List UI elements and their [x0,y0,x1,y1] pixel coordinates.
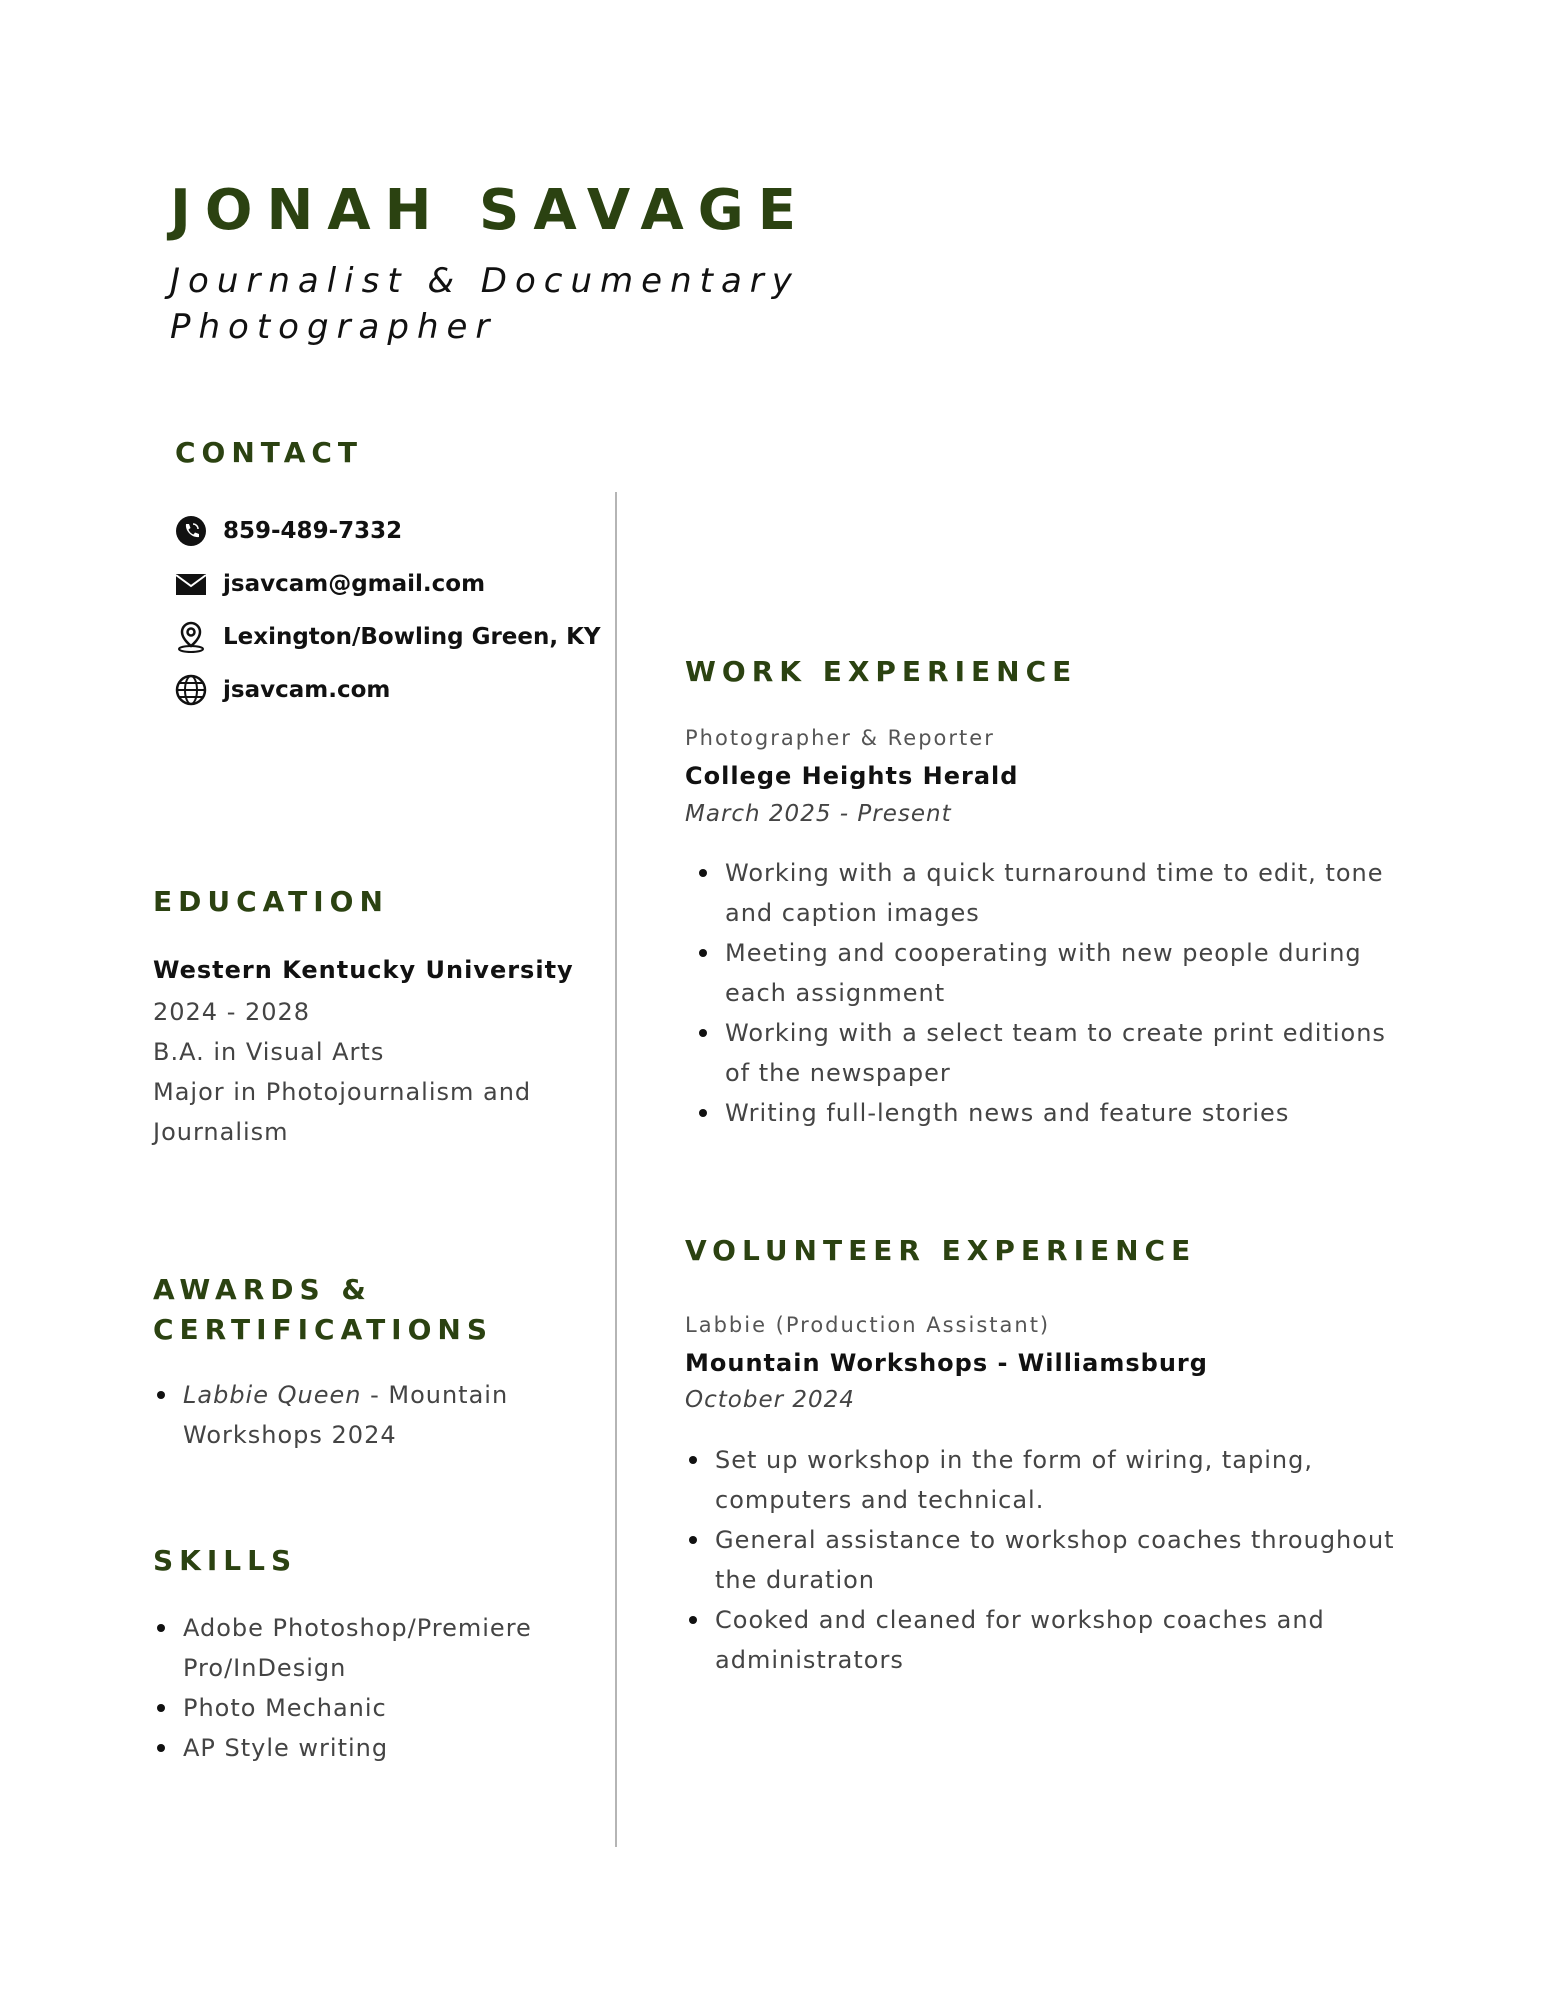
work-heading: WORK EXPERIENCE [685,655,1078,688]
contact-website-text: jsavcam.com [223,677,391,703]
mail-icon [175,568,207,600]
contact-phone-text: 859-489-7332 [223,518,403,544]
resume-tagline [170,258,810,350]
education-major-line-1: Major in Photojournalism and [153,1078,532,1106]
list-item: Cooked and cleaned for workshop coaches and administrators [685,1600,1405,1680]
education-degree: B.A. in Visual Arts [153,1038,385,1066]
skills-list [153,1608,573,1768]
contact-email-text: jsavcam@gmail.com [223,571,486,597]
contact-location [175,617,601,657]
education-major-line-2: Journalism [153,1118,289,1146]
education-details [153,992,593,1152]
list-item: Working with a select team to create print editions of the newspaper [695,1013,1395,1093]
list-item [153,1375,513,1455]
education-heading: EDUCATION [153,885,389,918]
list-item: Writing full-length news and feature stories [695,1093,1395,1133]
contact-heading: CONTACT [175,436,364,469]
list-item: Adobe Photoshop/Premiere Pro/InDesign [153,1608,573,1688]
awards-heading-line-2: CERTIFICATIONS [153,1313,494,1346]
contact-email[interactable] [175,564,485,604]
volunteer-role: Labbie (Production Assistant) [685,1313,1051,1337]
phone-icon [175,515,207,547]
list-item: Photo Mechanic [153,1688,573,1728]
list-item: Meeting and cooperating with new people during each assignment [695,933,1395,1013]
resume-name: JONAH SAVAGE [170,178,810,243]
skills-heading: SKILLS [153,1544,298,1577]
list-item: AP Style writing [153,1728,573,1768]
contact-phone[interactable] [175,511,402,551]
work-role: Photographer & Reporter [685,726,995,750]
awards-heading [153,1270,493,1350]
column-divider [615,492,617,1847]
tagline-line-2: Photographer [170,307,498,347]
location-pin-icon [175,621,207,653]
education-school: Western Kentucky University [153,956,574,984]
list-item: Set up workshop in the form of wiring, taping, computers and technical. [685,1440,1405,1520]
awards-list [153,1375,513,1455]
award-title: Labbie Queen [183,1381,362,1409]
volunteer-dates: October 2024 [685,1387,855,1413]
globe-icon [175,674,207,706]
education-years: 2024 - 2028 [153,998,311,1026]
volunteer-heading: VOLUNTEER EXPERIENCE [685,1234,1197,1267]
award-rest: - Mountain Workshops 2024 [183,1381,509,1449]
list-item: General assistance to workshop coaches throughout the duration [685,1520,1405,1600]
tagline-line-1: Journalist & Documentary [170,261,800,301]
contact-website[interactable] [175,670,390,710]
contact-location-text: Lexington/Bowling Green, KY [223,624,601,650]
awards-heading-line-1: AWARDS & [153,1273,372,1306]
work-bullets [695,853,1395,1133]
volunteer-org: Mountain Workshops - Williamsburg [685,1349,1208,1377]
volunteer-bullets [685,1440,1405,1680]
work-dates: March 2025 - Present [685,801,952,827]
work-org: College Heights Herald [685,762,1019,790]
list-item: Working with a quick turnaround time to edit, tone and caption images [695,853,1395,933]
